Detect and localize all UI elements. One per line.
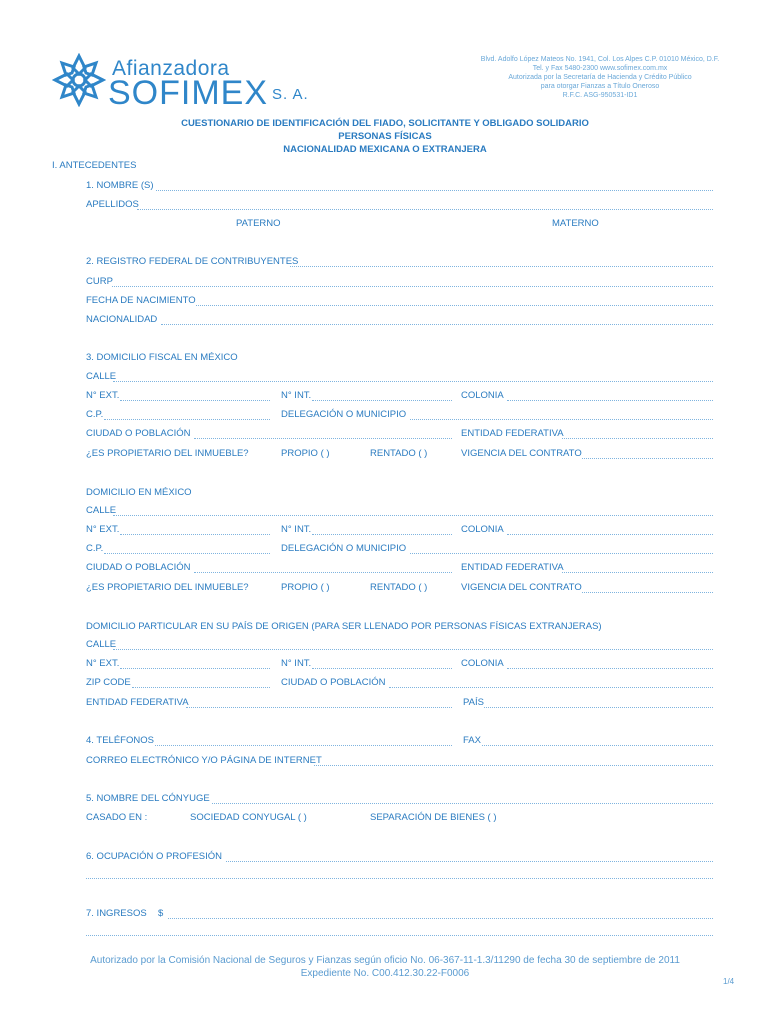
correo-label: CORREO ELECTRÓNICO Y/O PÁGINA DE INTERNET (86, 755, 322, 766)
rfc-field[interactable] (290, 266, 713, 267)
colonia-label: COLONIA (461, 524, 504, 535)
entidad-label: ENTIDAD FEDERATIVA (86, 697, 189, 708)
vigencia-field[interactable] (582, 458, 713, 459)
zip-code-label: ZIP CODE (86, 677, 131, 688)
num-int-label: N° INT. (281, 524, 312, 535)
conyuge-label: 5. NOMBRE DEL CÓNYUGE (86, 793, 210, 804)
separacion-bienes-checkbox[interactable]: SEPARACIÓN DE BIENES ( ) (370, 812, 497, 823)
sofimex-logo-icon (52, 53, 106, 107)
rentado-checkbox[interactable]: RENTADO ( ) (370, 582, 428, 593)
num-int-field[interactable] (312, 400, 452, 401)
domicilio-mexico-title: DOMICILIO EN MÉXICO (86, 487, 192, 498)
vigencia-label: VIGENCIA DEL CONTRATO (461, 448, 582, 459)
colonia-field[interactable] (507, 534, 713, 535)
curp-field[interactable] (112, 286, 713, 287)
domicilio-origen-title: DOMICILIO PARTICULAR EN SU PAÍS DE ORIGEN (PARA SER LLENADO POR PERSONAS FÍSICAS EXTRANJERAS) (86, 621, 602, 632)
address-line: para otorgar Fianzas a Título Oneroso (540, 83, 660, 90)
calle-label: CALLE (86, 371, 117, 382)
domicilio-fiscal-title: 3. DOMICILIO FISCAL EN MÉXICO (86, 352, 238, 363)
cp-field[interactable] (104, 419, 270, 420)
delegacion-label: DELEGACIÓN O MUNICIPIO (281, 543, 407, 554)
ingresos-field-line2[interactable] (86, 935, 713, 936)
sociedad-conyugal-checkbox[interactable]: SOCIEDAD CONYUGAL ( ) (190, 812, 307, 823)
nombre-label: 1. NOMBRE (S) (86, 180, 154, 191)
ocupacion-field-line2[interactable] (86, 878, 713, 879)
curp-label: CURP (86, 276, 113, 287)
num-ext-field[interactable] (120, 668, 270, 669)
colonia-field[interactable] (507, 668, 713, 669)
brand-name-line2: SOFIMEX (108, 74, 269, 112)
vigencia-field[interactable] (582, 592, 713, 593)
materno-label: MATERNO (552, 218, 599, 229)
ingresos-field[interactable] (168, 918, 713, 919)
calle-label: CALLE (86, 639, 117, 650)
ciudad-field[interactable] (194, 572, 452, 573)
vigencia-label: VIGENCIA DEL CONTRATO (461, 582, 582, 593)
footer-authorization: Autorizado por la Comisión Nacional de Seguros y Fianzas según oficio No. 06-367-11-1.3/11290 de fecha 30 de septiembre de 2011 (90, 955, 680, 966)
colonia-field[interactable] (507, 400, 713, 401)
company-address (470, 55, 730, 100)
nacionalidad-field[interactable] (161, 324, 713, 325)
num-int-field[interactable] (312, 534, 452, 535)
address-line: Tel. y Fax 5480-2300 www.sofimex.com.mx (532, 65, 668, 72)
address-line: Blvd. Adolfo López Mateos No. 1941, Col. Los Alpes C.P. 01010 México, D.F. (480, 56, 720, 63)
num-ext-field[interactable] (120, 534, 270, 535)
entidad-label: ENTIDAD FEDERATIVA (461, 562, 564, 573)
calle-field[interactable] (113, 381, 713, 382)
cp-label: C.P. (86, 543, 104, 554)
num-int-label: N° INT. (281, 390, 312, 401)
fecha-nacimiento-label: FECHA DE NACIMIENTO (86, 295, 196, 306)
propietario-label: ¿ES PROPIETARIO DEL INMUEBLE? (86, 448, 249, 459)
fax-label: FAX (463, 735, 481, 746)
ciudad-label: CIUDAD O POBLACIÓN (86, 562, 191, 573)
calle-label: CALLE (86, 505, 117, 516)
nombre-field[interactable] (156, 190, 713, 191)
correo-field[interactable] (314, 765, 713, 766)
ciudad-field[interactable] (194, 438, 452, 439)
brand-name-line1: Afianzadora (112, 57, 230, 80)
calle-field[interactable] (113, 649, 713, 650)
zip-code-field[interactable] (132, 687, 270, 688)
delegacion-field[interactable] (410, 419, 713, 420)
nacionalidad-label: NACIONALIDAD (86, 314, 158, 325)
propio-checkbox[interactable]: PROPIO ( ) (281, 448, 330, 459)
ciudad-label: CIUDAD O POBLACIÓN (281, 677, 386, 688)
entidad-field[interactable] (186, 707, 452, 708)
form-subtitle: PERSONAS FÍSICAS (338, 131, 432, 142)
colonia-label: COLONIA (461, 390, 504, 401)
rfc-label: 2. REGISTRO FEDERAL DE CONTRIBUYENTES (86, 256, 299, 267)
address-line: R.F.C. ASG-950531-ID1 (562, 92, 638, 99)
ciudad-label: CIUDAD O POBLACIÓN (86, 428, 191, 439)
ciudad-field[interactable] (389, 687, 713, 688)
pais-label: PAÍS (463, 697, 484, 708)
telefonos-label: 4. TELÉFONOS (86, 735, 154, 746)
num-int-label: N° INT. (281, 658, 312, 669)
currency-symbol: $ (158, 908, 164, 919)
num-int-field[interactable] (312, 668, 452, 669)
num-ext-label: N° EXT. (86, 524, 120, 535)
entidad-field[interactable] (562, 572, 713, 573)
paterno-label: PATERNO (236, 218, 281, 229)
delegacion-label: DELEGACIÓN O MUNICIPIO (281, 409, 407, 420)
entidad-field[interactable] (562, 438, 713, 439)
cp-label: C.P. (86, 409, 104, 420)
num-ext-field[interactable] (120, 400, 270, 401)
address-line: Autorizada por la Secretaría de Hacienda y Crédito Público (508, 74, 692, 81)
form-subtitle-2: NACIONALIDAD MEXICANA O EXTRANJERA (283, 144, 487, 155)
form-title: CUESTIONARIO DE IDENTIFICACIÓN DEL FIADO, SOLICITANTE Y OBLIGADO SOLIDARIO (181, 118, 589, 129)
calle-field[interactable] (113, 515, 713, 516)
rentado-checkbox[interactable]: RENTADO ( ) (370, 448, 428, 459)
entidad-label: ENTIDAD FEDERATIVA (461, 428, 564, 439)
casado-en-label: CASADO EN : (86, 812, 148, 823)
section-antecedentes: I. ANTECEDENTES (52, 160, 137, 171)
pais-field[interactable] (484, 707, 713, 708)
page-number: 1/4 (723, 977, 735, 986)
telefonos-field[interactable] (155, 745, 452, 746)
fecha-nacimiento-field[interactable] (196, 305, 713, 306)
ocupacion-label: 6. OCUPACIÓN O PROFESIÓN (86, 851, 223, 862)
apellidos-field[interactable] (137, 209, 713, 210)
brand-suffix: S. A. (272, 86, 309, 103)
footer-expediente: Expediente No. C00.412.30.22-F0006 (300, 968, 470, 979)
propio-checkbox[interactable]: PROPIO ( ) (281, 582, 330, 593)
colonia-label: COLONIA (461, 658, 504, 669)
apellidos-label: APELLIDOS (86, 199, 139, 210)
num-ext-label: N° EXT. (86, 390, 120, 401)
cp-field[interactable] (104, 553, 270, 554)
ocupacion-field[interactable] (226, 861, 713, 862)
conyuge-field[interactable] (212, 803, 713, 804)
delegacion-field[interactable] (410, 553, 713, 554)
fax-field[interactable] (482, 745, 713, 746)
ingresos-label: 7. INGRESOS (86, 908, 147, 919)
propietario-label: ¿ES PROPIETARIO DEL INMUEBLE? (86, 582, 249, 593)
num-ext-label: N° EXT. (86, 658, 120, 669)
